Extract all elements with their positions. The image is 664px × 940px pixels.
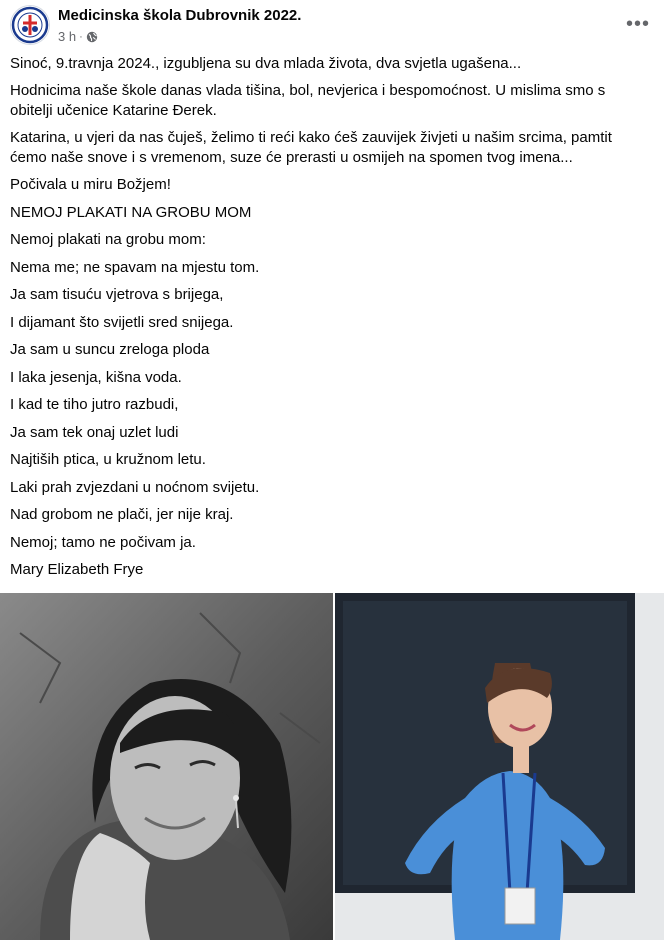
page-name-link[interactable]: Medicinska škola Dubrovnik 2022. (58, 7, 302, 24)
meta-separator: · (79, 30, 83, 43)
post-paragraph: Katarina, u vjeri da nas čuješ, želimo ti reći kako ćeš zauvijek živjeti u našim srcima, pamtit ćemo naše snove i s vremenom, suze će prerasti u osmijeh na spomen tvog imena... (10, 129, 612, 166)
poem-line: Najtiših ptica, u kružnom letu. (10, 451, 206, 468)
black-and-white-portrait-photo[interactable] (0, 593, 333, 940)
student-in-blue-uniform-photo[interactable] (335, 593, 664, 940)
photo-grid (0, 593, 664, 940)
poem-line: Laki prah zvjezdani u noćnom svijetu. (10, 478, 260, 496)
post-line: Počivala u miru Božjem! (10, 176, 171, 193)
globe-icon[interactable] (86, 31, 98, 43)
poem-line: I dijamant što svijetli sred snijega. (10, 313, 234, 331)
poem-line: Nad grobom ne plači, jer nije kraj. (10, 506, 234, 523)
poem-line: Nemoj; tamo ne počivam ja. (10, 533, 196, 551)
poem-line: I laka jesenja, kišna voda. (10, 368, 182, 386)
school-logo-icon[interactable] (10, 5, 50, 45)
poem-line: Nema me; ne spavam na mjestu tom. (10, 258, 260, 276)
post-meta (58, 29, 98, 44)
post-text (10, 54, 650, 588)
poem-line: Ja sam tek onaj uzlet ludi (10, 423, 179, 441)
post-paragraph: Hodnicima naše škole danas vlada tišina, bol, nevjerica i bespomoćnost. U mislima smo s obitelji učenice Katarine Đerek. (10, 82, 606, 119)
poem-line: Nemoj plakati na grobu mom: (10, 231, 206, 248)
poem-line: Ja sam u suncu zreloga ploda (10, 341, 210, 358)
poem-title: NEMOJ PLAKATI NA GROBU MOM (10, 203, 252, 221)
poem-line: I kad te tiho jutro razbudi, (10, 396, 179, 413)
post-header (0, 0, 664, 50)
poem-line: Ja sam tisuću vjetrova s brijega, (10, 286, 224, 303)
post-paragraph: Sinoć, 9.travnja 2024., izgubljena su dva mlada života, dva svjetla ugašena... (10, 55, 522, 72)
poem-author: Mary Elizabeth Frye (10, 561, 144, 578)
more-options-icon[interactable]: ••• (626, 12, 651, 35)
post-timestamp[interactable]: 3 h (58, 29, 77, 44)
